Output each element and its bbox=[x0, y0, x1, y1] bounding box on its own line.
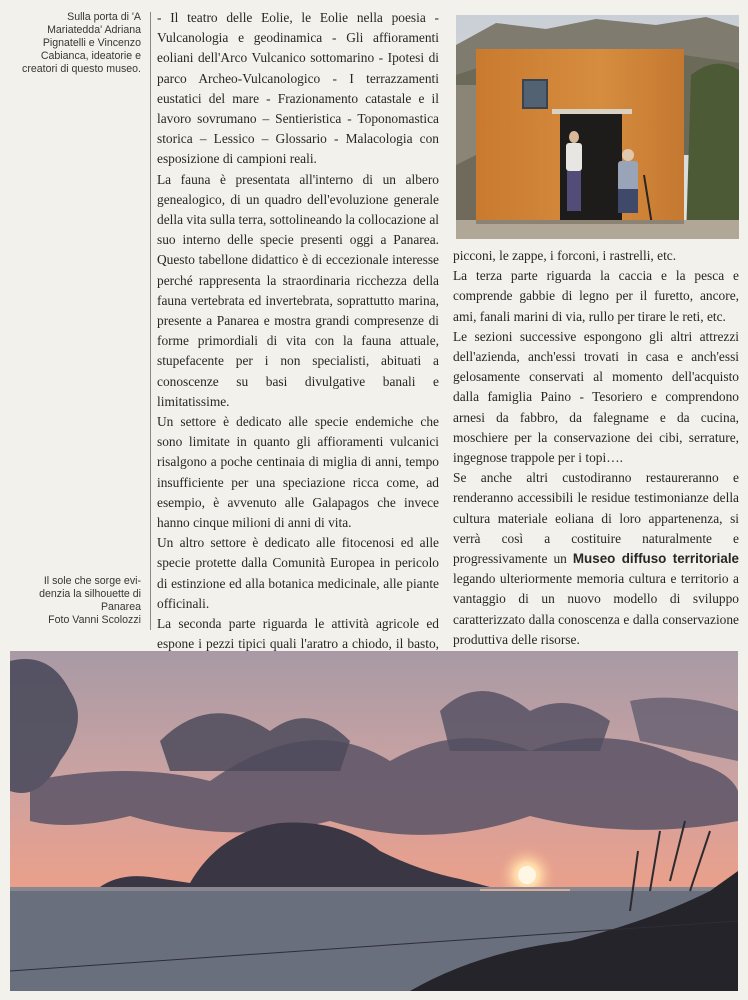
paragraph: - Il teatro delle Eolie, le Eolie nella poesia - Vulcanologia e geodinamica - Gli affioramenti eoliani dell'Arco Vulcanico sottomarino - Ipotesi di parco Archeo-Vulcanologico - I terrazzamenti eustatici del mare - Frazionamento catastale e il lavoro sovrumano – Sentieristica - Toponomastica storica – Lessico – Glossario - Malacologia con esposizione di campioni reali. bbox=[157, 10, 439, 167]
caption-line: creatori di questo museo. bbox=[22, 63, 141, 75]
house-photo-caption bbox=[0, 11, 141, 76]
caption-line: Mariatedda' Adriana bbox=[47, 24, 141, 36]
paragraph: Un altro settore è dedicato alle fitocenosi ed alle specie protette dalla Comunità Europea in pericolo di estinzione ed alla botanica medicinale, alle piante officinali. bbox=[157, 535, 439, 611]
paragraph bbox=[453, 468, 739, 650]
paragraph: La terza parte riguarda la caccia e la pesca e comprende gabbie di legno per il furetto, ancore, ami, fanali marini di via, rullo per tirare le reti, etc. bbox=[453, 268, 739, 324]
caption-line: Sulla porta di 'A bbox=[67, 11, 141, 23]
paragraph: Un settore è dedicato alle specie endemiche che sono limitate in quanto gli affioramenti vulcanici risalgono a poche centinaia di miglia di anni, tempo insufficiente per una speciazione ricca come, ad esempio, è avvenuto alle Galapagos che invece hanno cinque milioni di anni di vita. bbox=[157, 414, 439, 531]
column-divider bbox=[150, 12, 151, 630]
text-column-1 bbox=[157, 8, 439, 695]
caption-line: Panarea bbox=[100, 601, 141, 613]
museum-house-photo bbox=[456, 15, 739, 239]
caption-line: Cabianca, ideatorie e bbox=[40, 50, 141, 62]
paragraph: La fauna è presentata all'interno di un albero genealogico, di un quadro dell'evoluzione generale della vita sulla terra, sottolineando la collocazione al suo interno delle specie presenti oggi a Panarea. Questo tabellone didattico è di eccezionale interesse perché rappresenta la straordinaria ricchezza della fauna vertebrata ed invertebrata, soprattutto marina, presente a Panarea e mostra grandi compresenze di forme primordiali di vita con la fauna attuale, stupefacente per i non specialisti, abituati a conoscenze su basi divulgative banali e limitatissime. bbox=[157, 171, 439, 409]
text-column-2 bbox=[453, 246, 739, 650]
caption-line: Foto Vanni Scolozzi bbox=[48, 614, 141, 626]
paragraph: Le sezioni successive espongono gli altri attrezzi dell'azienda, anch'essi trovati in casa e anch'essi gelosamente conservati al momento dell'acquisto dalla famiglia Paino - Tesoriero e comprendono arnesi da fabbro, da falegname e da cucina, moschiere per la conservazione dei cibi, serrature, ingegnose trappole per i topi…. bbox=[453, 328, 739, 466]
museum-name: Museo diffuso territoriale bbox=[572, 551, 739, 567]
caption-line: Pignatelli e Vincenzo bbox=[42, 37, 141, 49]
text-run: legando ulteriormente memoria cultura e territorio a vantaggio di un nuovo modello di sviluppo caratterizzato dalla conoscenza e dalla conservazione produttiva delle risorse. bbox=[453, 571, 739, 647]
paragraph: La seconda parte riguarda le attività agricole ed espone i pezzi tipici quali l'aratro a chiodo, il basto, bbox=[157, 616, 439, 652]
caption-line: Il sole che sorge evi- bbox=[43, 575, 141, 587]
caption-line: denzia la silhouette di bbox=[39, 588, 141, 600]
panarea-sunset-photo bbox=[10, 651, 738, 991]
sunset-photo-caption bbox=[0, 575, 141, 627]
text-run: Se anche altri custodiranno restaureranno e renderanno accessibili le residue testimonianze della cultura materiale eoliana di loro appartenenza, si verrà così a costituire naturalmente e progressivamente un bbox=[453, 470, 739, 567]
paragraph: picconi, le zappe, i forconi, i rastrelli, etc. bbox=[453, 248, 677, 263]
